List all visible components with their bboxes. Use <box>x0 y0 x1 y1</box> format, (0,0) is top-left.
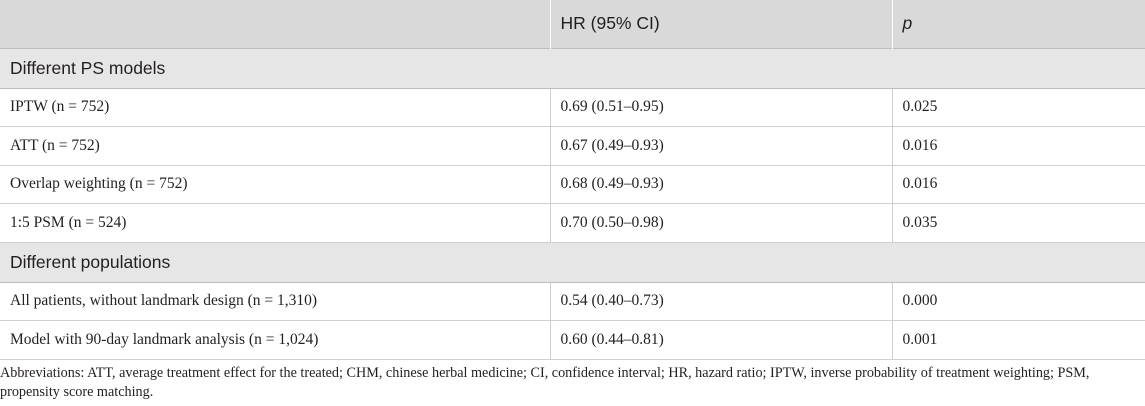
table-row <box>0 88 1145 127</box>
row-label: Model with 90-day landmark analysis (n = 1,024) <box>0 321 550 360</box>
row-label: All patients, without landmark design (n = 1,310) <box>0 282 550 321</box>
row-label: Overlap weighting (n = 752) <box>0 165 550 204</box>
hr-ci-cell: 0.70 (0.50–0.98) <box>550 204 892 243</box>
row-label: 1:5 PSM (n = 524) <box>0 204 550 243</box>
table-row <box>0 282 1145 321</box>
section-row-ps-models <box>0 48 1145 88</box>
table-row <box>0 127 1145 166</box>
hr-ci-cell: 0.68 (0.49–0.93) <box>550 165 892 204</box>
hr-ci-cell: 0.69 (0.51–0.95) <box>550 88 892 127</box>
hr-ci-cell: 0.54 (0.40–0.73) <box>550 282 892 321</box>
row-label: IPTW (n = 752) <box>0 88 550 127</box>
header-blank <box>0 0 550 48</box>
section-row-populations <box>0 242 1145 282</box>
table-row <box>0 321 1145 360</box>
p-value-cell: 0.000 <box>892 282 1145 321</box>
header-row <box>0 0 1145 48</box>
header-p-value: p <box>892 0 1145 48</box>
header-hr-ci: HR (95% CI) <box>550 0 892 48</box>
section-title: Different populations <box>0 242 1145 282</box>
p-value-cell: 0.016 <box>892 127 1145 166</box>
p-value-cell: 0.016 <box>892 165 1145 204</box>
p-value-cell: 0.035 <box>892 204 1145 243</box>
row-label: ATT (n = 752) <box>0 127 550 166</box>
hr-ci-cell: 0.60 (0.44–0.81) <box>550 321 892 360</box>
hr-ci-cell: 0.67 (0.49–0.93) <box>550 127 892 166</box>
table-row <box>0 165 1145 204</box>
table-row <box>0 204 1145 243</box>
p-value-cell: 0.001 <box>892 321 1145 360</box>
abbreviations-footnote: Abbreviations: ATT, average treatment effect for the treated; CHM, chinese herbal medicine; CI, confidence interval; HR, hazard ratio; IPTW, inverse probability of treatment weighting; PSM, propensity score matching. <box>0 365 1090 400</box>
p-value-cell: 0.025 <box>892 88 1145 127</box>
section-title: Different PS models <box>0 48 1145 88</box>
